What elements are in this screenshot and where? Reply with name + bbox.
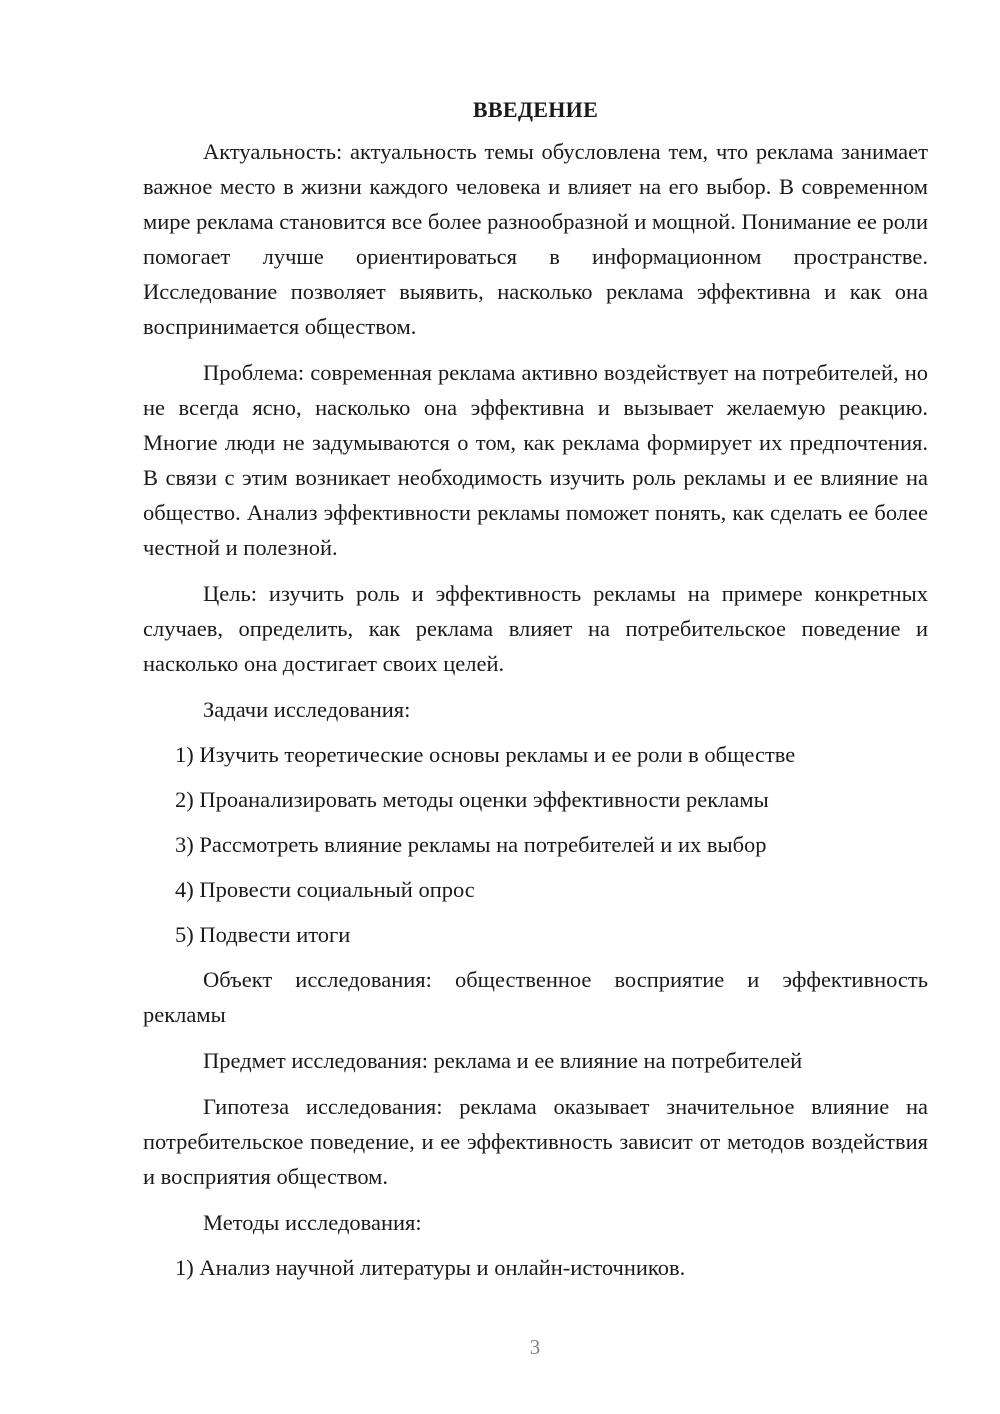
page-number: 3 xyxy=(529,1335,541,1359)
methods-list xyxy=(143,1250,928,1285)
task-item: 3) Рассмотреть влияние рекламы на потребителей и их выбор xyxy=(175,832,767,857)
subject-paragraph: Предмет исследования: реклама и ее влияние на потребителей xyxy=(203,1048,803,1073)
object-paragraph: Объект исследования: общественное восприятие и эффективность рекламы xyxy=(143,967,928,1027)
methods-label: Методы исследования: xyxy=(203,1210,422,1235)
relevance-paragraph: Актуальность: актуальность темы обусловлена тем, что реклама занимает важное место в жизни каждого человека и влияет на его выбор. В современном мире реклама становится все более разнообразной и мощной. Понимание ее роли помогает лучше ориентироваться в информационном пространстве. Исследование позволяет выявить, насколько реклама эффективна и как она воспринимается обществом. xyxy=(143,139,928,339)
problem-paragraph: Проблема: современная реклама активно воздействует на потребителей, но не всегда ясно, насколько она эффективна и вызывает желаемую реакцию. Многие люди не задумываются о том, как реклама формирует их предпочтения. В связи с этим возникает необходимость изучить роль рекламы и ее влияние на общество. Анализ эффективности рекламы поможет понять, как сделать ее более честной и полезной. xyxy=(143,360,928,560)
tasks-list xyxy=(143,737,928,952)
section-heading: ВВЕДЕНИЕ xyxy=(472,97,599,122)
tasks-label: Задачи исследования: xyxy=(203,697,411,722)
hypothesis-paragraph: Гипотеза исследования: реклама оказывает значительное влияние на потребительское поведение, и ее эффективность зависит от методов воздействия и восприятия обществом. xyxy=(143,1094,928,1189)
task-item: 4) Провести социальный опрос xyxy=(175,877,475,902)
document-page xyxy=(143,95,928,1295)
task-item: 5) Подвести итоги xyxy=(175,922,351,947)
task-item: 2) Проанализировать методы оценки эффективности рекламы xyxy=(175,787,769,812)
task-item: 1) Изучить теоретические основы рекламы и ее роли в обществе xyxy=(175,742,796,767)
method-item: 1) Анализ научной литературы и онлайн-источников. xyxy=(175,1255,686,1280)
goal-paragraph: Цель: изучить роль и эффективность рекламы на примере конкретных случаев, определить, как реклама влияет на потребительское поведение и насколько она достигает своих целей. xyxy=(143,581,928,676)
